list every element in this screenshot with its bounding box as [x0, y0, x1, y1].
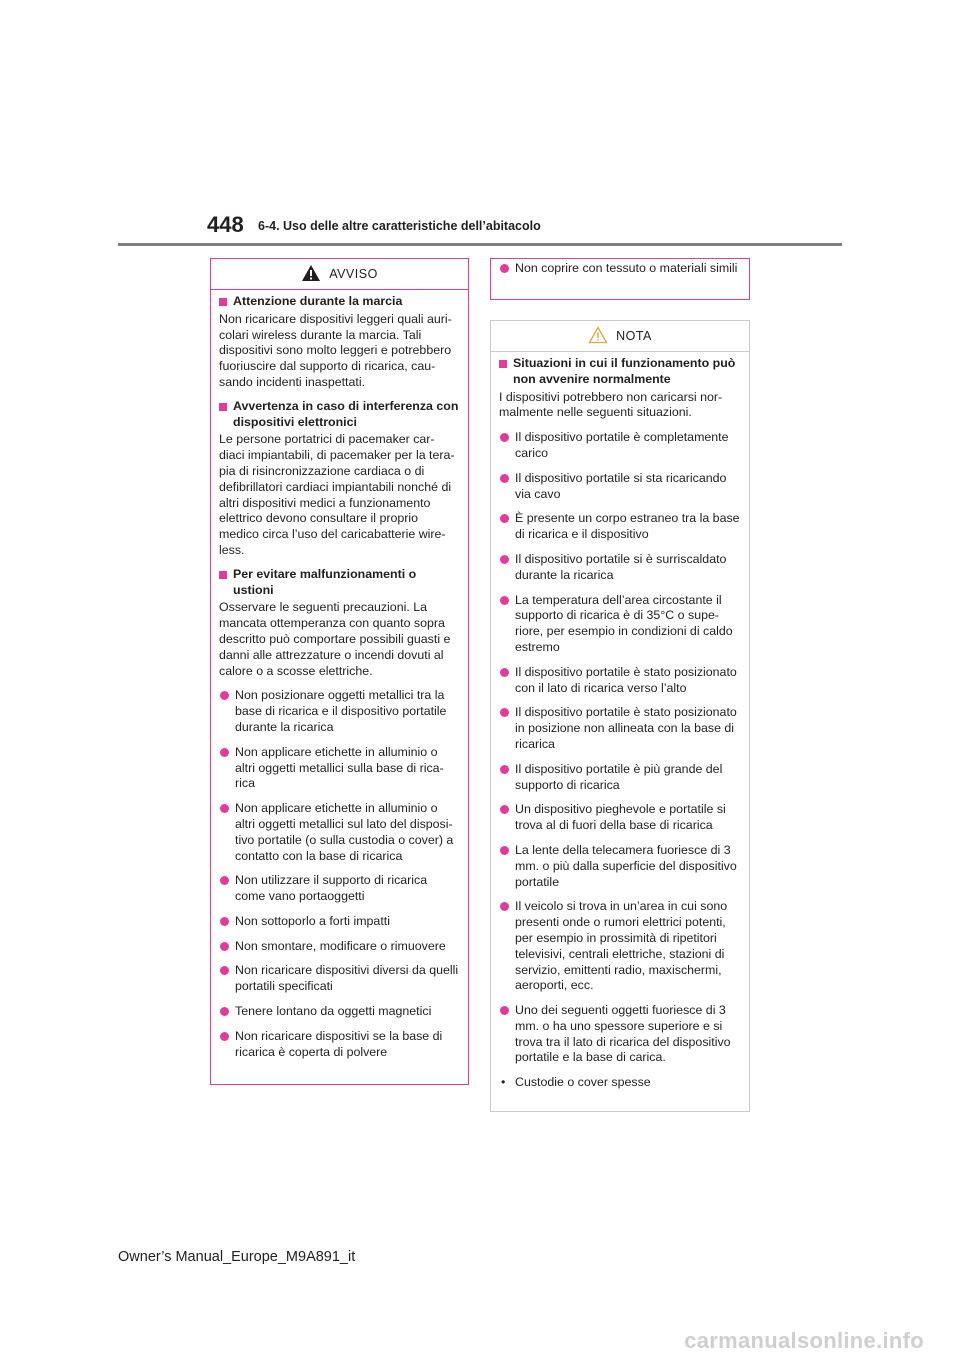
list-item: Non posizionare oggetti metallici tra la base di ricarica e il dispositivo portatile durante la ricarica	[219, 688, 460, 735]
round-bullet-icon	[500, 1006, 509, 1015]
list-item: Un dispositivo pieghevole e portatile si trova al di fuori della base di ricarica	[499, 802, 741, 834]
list-item: Tenere lontano da oggetti magnetici	[219, 1004, 460, 1020]
round-bullet-icon	[500, 805, 509, 814]
header-divider	[118, 243, 842, 246]
round-bullet-icon	[500, 846, 509, 855]
list-item: La lente della telecamera fuoriesce di 3 mm. o più dalla superficie del dispositivo portatile	[499, 843, 741, 890]
list-item: La temperatura dell’area circostante il supporto di ricarica è di 35°C o supe-riore, per esempio in condizioni di caldo estremo	[499, 593, 741, 656]
round-bullet-icon	[500, 708, 509, 717]
watermark: carmanualsonline.info	[684, 1328, 924, 1353]
section-title: 6-4. Uso delle altre caratteristiche dell’abitacolo	[258, 219, 541, 233]
avviso-continued-box	[490, 258, 750, 300]
list-item: Non smontare, modificare o rimuovere	[219, 939, 460, 955]
nota-text: I dispositivi potrebbero non caricarsi nor-malmente nelle seguenti situazioni.	[499, 389, 723, 420]
avviso-section-text: Osservare le seguenti precauzioni. La mancata ottemperanza con quanto sopra descritto può comportare possibili guasti e danni alle attrezzature o incendi dovuti al calore o a scosse elettriche.	[219, 600, 451, 678]
list-item: Il dispositivo portatile è stato posizionato con il lato di ricarica verso l’alto	[499, 665, 741, 697]
avviso-box	[210, 258, 469, 1085]
round-bullet-icon	[220, 691, 229, 700]
round-bullet-icon	[500, 668, 509, 677]
list-item: Non applicare etichette in alluminio o altri oggetti metallici sulla base di rica-rica	[219, 745, 460, 792]
square-bullet-icon	[219, 403, 227, 411]
round-bullet-icon	[220, 1007, 229, 1016]
list-item: Non sottoporlo a forti impatti	[219, 914, 460, 930]
avviso-header	[211, 259, 468, 290]
round-bullet-icon	[500, 596, 509, 605]
round-bullet-icon	[500, 264, 509, 273]
round-bullet-icon	[500, 902, 509, 911]
list-item: Non ricaricare dispositivi diversi da quelli portatili specificati	[219, 963, 460, 995]
round-bullet-icon	[220, 804, 229, 813]
round-bullet-icon	[220, 942, 229, 951]
small-bullet-icon: •	[501, 1075, 506, 1090]
avviso-title: AVVISO	[329, 267, 378, 281]
avviso-section-text: Non ricaricare dispositivi leggeri quali auri-colari wireless durante la marcia. Tali dispositivi sono molto leggeri e potrebbero fuoriuscire dal supporto di ricarica, cau-sando incidenti inaspettati.	[219, 311, 452, 389]
list-item: Il dispositivo portatile è completamente carico	[499, 430, 741, 462]
warning-triangle-icon	[301, 264, 321, 285]
square-bullet-icon	[499, 360, 507, 368]
round-bullet-icon	[220, 917, 229, 926]
list-item: Il dispositivo portatile si sta ricaricando via cavo	[499, 471, 741, 503]
avviso-section-heading: Avvertenza in caso di interferenza con dispositivi elettronici	[219, 399, 460, 431]
avviso-section-text: Le persone portatrici di pacemaker car-diaci impiantabili, di pacemaker per la tera-pia di risincronizzazione cardiaca o di defibrillatori cardiaci impiantabili nonché di altri dispositivi medici a funzionamento elettrico devono consultare il proprio medico circa l’uso del caricabatterie wire-less.	[219, 432, 455, 557]
square-bullet-icon	[219, 298, 227, 306]
list-item: Il veicolo si trova in un’area in cui sono presenti onde o rumori elettrici potenti, per esempio in prossimità di ripetitori televisivi, centrali elettriche, stazioni di servizio, emittenti radio, maxischermi, aeroporti, ecc.	[499, 899, 741, 994]
list-item: Non ricaricare dispositivi se la base di ricarica è coperta di polvere	[219, 1029, 460, 1061]
sub-list-item: • Custodie o cover spesse	[501, 1075, 651, 1090]
caution-triangle-icon	[588, 326, 608, 347]
page-number: 448	[207, 212, 244, 237]
list-item: Non applicare etichette in alluminio o altri oggetti metallici sul lato del disposi-tivo portatile (o sulla custodia o cover) a contatto con la base di ricarica	[219, 801, 460, 864]
list-item: È presente un corpo estraneo tra la base di ricarica e il dispositivo	[499, 511, 741, 543]
round-bullet-icon	[500, 433, 509, 442]
nota-box	[490, 320, 750, 1112]
avviso-section-heading: Per evitare malfunzionamenti o ustioni	[219, 567, 460, 599]
manual-id: Owner’s Manual_Europe_M9A891_it	[118, 1249, 356, 1265]
list-item: Non utilizzare il supporto di ricarica come vano portaoggetti	[219, 873, 460, 905]
square-bullet-icon	[219, 571, 227, 579]
nota-title: NOTA	[616, 329, 652, 343]
list-item: Il dispositivo portatile è stato posizionato in posizione non allineata con la base di ricarica	[499, 705, 741, 752]
round-bullet-icon	[500, 514, 509, 523]
list-item: Non coprire con tessuto o materiali simili	[499, 261, 741, 277]
round-bullet-icon	[220, 876, 229, 885]
round-bullet-icon	[500, 474, 509, 483]
nota-header	[491, 321, 749, 352]
avviso-section-heading: Attenzione durante la marcia	[219, 294, 460, 310]
round-bullet-icon	[500, 555, 509, 564]
round-bullet-icon	[500, 765, 509, 774]
nota-heading: Situazioni in cui il funzionamento può non avvenire normalmente	[499, 356, 741, 388]
round-bullet-icon	[220, 966, 229, 975]
list-item: Uno dei seguenti oggetti fuoriesce di 3 mm. o ha uno spessore superiore e si trova tra il lato di ricarica del dispositivo portatile e la base di carica.	[499, 1003, 741, 1066]
list-item: Il dispositivo portatile si è surriscaldato durante la ricarica	[499, 552, 741, 584]
round-bullet-icon	[220, 1032, 229, 1041]
list-item: Il dispositivo portatile è più grande del supporto di ricarica	[499, 762, 741, 794]
round-bullet-icon	[220, 748, 229, 757]
